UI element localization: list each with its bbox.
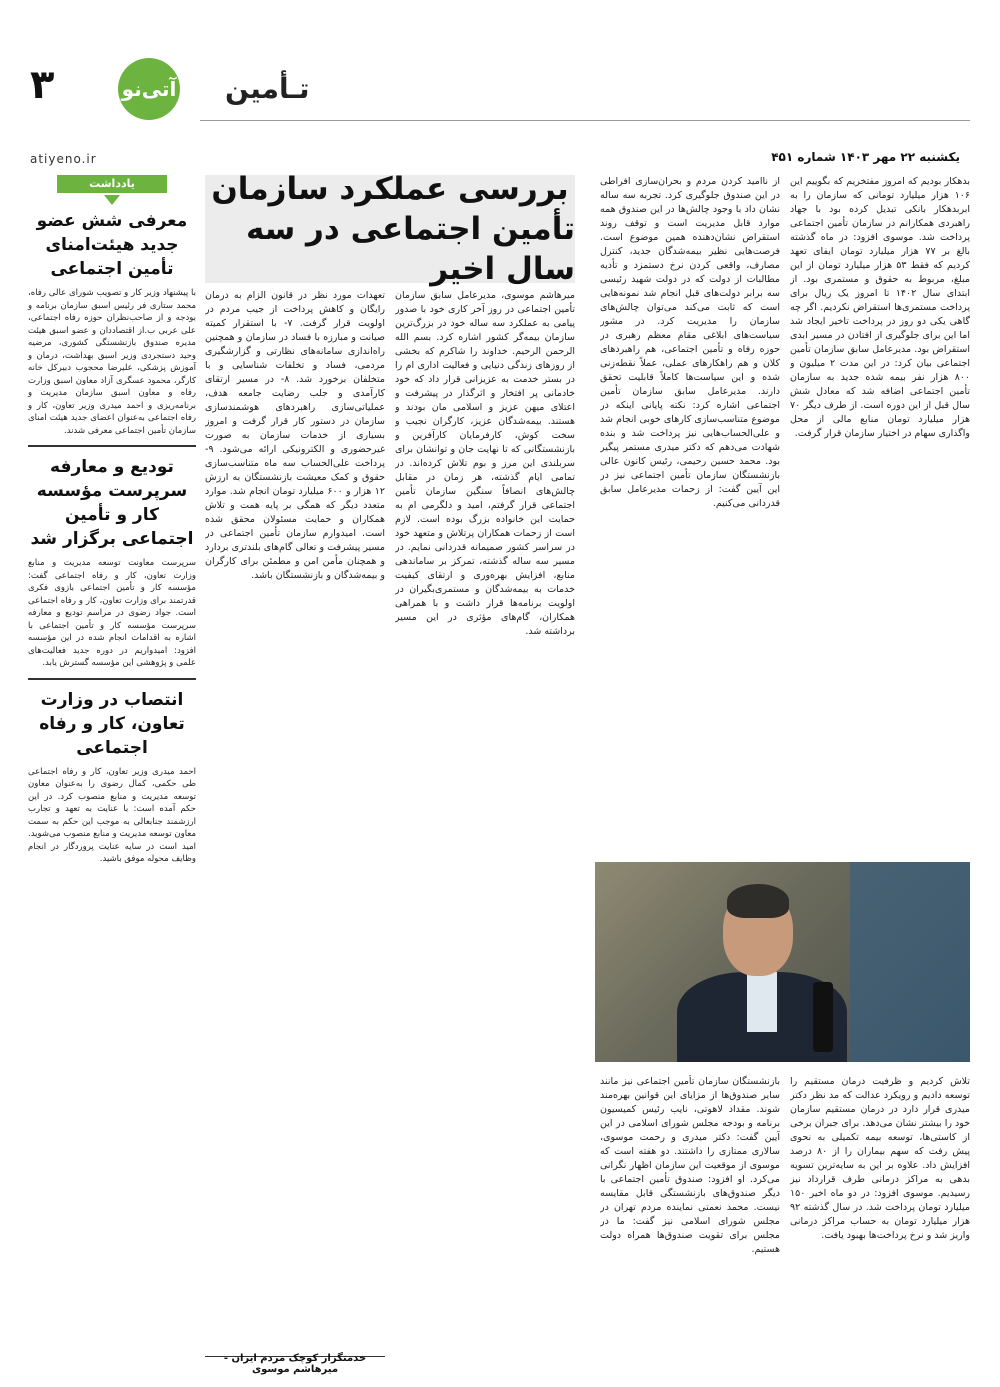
site-url[interactable]: atiyeno.ir bbox=[30, 152, 97, 166]
logo-text: آتی‌نو bbox=[121, 77, 177, 101]
arrow-down-icon bbox=[104, 195, 120, 205]
headline-box bbox=[205, 171, 575, 287]
article-column-right-lower: تلاش کردیم و ظرفیت درمان مستقیم را توسعه دادیم و رویکرد عدالت که مد نظر دکتر میدری قرار دارد در درمان مستقیم سازمان خود را بیشتر نشان می‌دهد. برای جبران برخی از کاستی‌ها، توسعه بیمه تکمیلی به نحوی پیش رفت که سهم بیماران را از ۸۰ درصد افزایش داد. علاوه بر این به سایه‌ترین تسویه بدهی به مراکز درمانی طرف قرارداد نیز رسیدیم. موسوی افزود: در دو ماه اخیر ۱۵۰ میلیارد تومان پرداخت شد. در سال گذشته ۹۲ هزار میلیارد تومان به حساب مراکز درمانی واریز شد و نرخ پرداخت‌ها بهبود یافت. bbox=[790, 1076, 970, 1241]
newspaper-logo bbox=[118, 58, 180, 120]
sidebar-story-title: تودیع و معارفه سرپرست مؤسسه کار و تأمین اجتماعی برگزار شد bbox=[30, 457, 194, 549]
headline-line-2: تأمین اجتماعی در سه سال اخیر bbox=[245, 211, 575, 287]
article-column-center-lower: بازنشستگان سازمان تأمین اجتماعی نیز مانند سایر صندوق‌ها از مزایای این قوانین بهره‌مند شوند. مقداد لاهوتی، نایب رئیس کمیسیون برنامه و بودجه مجلس شورای اسلامی در این آیین گفت: دکتر میدری و رحمت موسوی، سالاری ممتازی را داشتند. دو هفته است که موسوی از موقعیت این سازمان اظهار نگرانی می‌کرد. او افزود: صندوق تأمین اجتماعی با دیگر صندوق‌های بازنشستگی قابل مقایسه نیست. محمد نعمتی نماینده مردم تهران در مجلس شورای اسلامی نیز گفت: ما در مجلس برای تقویت صندوق‌ها همراه دولت هستیم. bbox=[600, 1076, 780, 1255]
sidebar-story-title: انتصاب در وزارت تعاون، کار و رفاه اجتماعی bbox=[39, 689, 185, 758]
page-number: ۳ bbox=[30, 62, 55, 108]
issue-date: یکشنبه ۲۲ مهر ۱۴۰۳ شماره ۴۵۱ bbox=[771, 150, 960, 164]
sidebar bbox=[28, 175, 196, 1375]
sidebar-story-body: سرپرست معاونت توسعه مدیریت و منابع وزارت تعاون، کار و رفاه اجتماعی گفت: مؤسسه کار و تأمین اجتماعی بازوی فکری قدرتمند برای وزارت تعاون، کار و رفاه اجتماعی است. جواد رضوی در مراسم تودیع و معارفه سرپرست مؤسسه کار و تأمین اجتماعی با اشاره به اقدامات انجام شده در این مؤسسه افزود: امیدواریم در دوره جدید فعالیت‌های علمی و پژوهشی این مؤسسه گسترش یابد. bbox=[28, 558, 196, 668]
speaker-photo bbox=[595, 862, 970, 1062]
feature-columns bbox=[205, 289, 575, 1329]
article-column-center: از ناامید کردن مردم و بحران‌سازی افراطی در این صندوق جلوگیری کرد. تجربه سه ساله نشان داد با وجود چالش‌ها در این صندوق همه موارد قابل مدیریت است و توقف روند استقراض نشان‌دهنده همین موضوع است. فرصت‌هایی نظیر بیمه‌شدگان جدید، کنترل مصارف، واقعی کردن نرخ دستمزد و تأدیه مطالبات از دولت که در دولت شهید رئیسی سه برابر دولت‌های قبل انجام شد نمونه‌هایی است که ثابت می‌کند می‌توان چالش‌های سازمان را مدیریت کرد. در مشور سیاست‌های ابلاغی مقام معظم رهبری در حوزه رفاه و تأمین اجتماعی، هم راهبردهای کلان و هم راهکارهای عملی، عملاً نقطه‌زنی شده و این سیاست‌ها کاملاً قابلیت تحقق دارند. مدیرعامل سابق سازمان تأمین اجتماعی اشاره کرد: نکته پایانی اینکه در موضوع متناسب‌سازی کارهای خوبی انجام شد و علی‌الحساب‌هایی نیز پرداخت شد و بنده شهادت می‌دهم که دکتر میدری مستمر پیگیر بود. محمد حسین رحیمی، رئیس کانون عالی بازنشستگان سازمان تأمین اجتماعی نیز در این آیین گفت: از زحمات مدیرعامل سابق قدردانی می‌کنیم. bbox=[600, 176, 780, 509]
divider bbox=[28, 445, 196, 447]
headline-line-1: بررسی عملکرد سازمان bbox=[211, 171, 569, 207]
sidebar-story-title: معرفی شش عضو جدید هیئت‌امنای تأمین اجتماعی bbox=[36, 211, 188, 279]
feature-column-2: تعهدات مورد نظر در قانون الزام به درمان رایگان و کاهش پرداخت از جیب مردم در اولویت قرار گرفت. ۷- با استقرار کمیته صیانت و مبارزه با فساد در سازمان و همچنین راه‌اندازی سامانه‌های نظارتی و گزارشگیری مردمی، فساد و تخلفات شناسایی و با متخلفان برخورد شد. ۸- در مسیر ارتقای کارآمدی و جلب رضایت جامعه هدف، عملیاتی‌سازی راهبردهای هوشمندسازی سازمان در دستور کار قرار گرفت و امروز بسیاری از خدمات سازمان به صورت غیرحضوری و الکترونیکی ارائه می‌شود. ۹- پرداخت علی‌الحساب سه ماه متناسب‌سازی حقوق و کمک معیشت بازنشستگان به ارزش ۱۲ هزار و ۶۰۰ میلیارد تومان انجام شد. موارد متعدد دیگر که همگی بر پایه همت و تلاش همکاران و حمایت مسئولان محقق شده است. امیدوارم سازمان تأمین اجتماعی در مسیر پیشرفت و تعالی گام‌های بلندتری بردارد و همچنان مأمن امن و مطمئن برای کارگران و بیمه‌شدگان و بازنشستگان باشد. bbox=[205, 290, 385, 581]
byline: خدمتگزار کوچک مردم ایران - میرهاشم موسوی bbox=[223, 1353, 367, 1375]
masthead bbox=[0, 0, 1000, 175]
feature-column-1: میرهاشم موسوی، مدیرعامل سابق سازمان تأمین اجتماعی در روز آخر کاری خود با صدور پیامی به عملکرد سه ساله خود در بزرگ‌ترین سازمان بیمه‌گر کشور اشاره کرد. بسم الله الرحمن الرحیم. خداوند را شاکرم که بخشی از روزهای زندگی دنیایی و فعالیت اداری ام را در بستر خدمت به عزیزانی قرار داد که خود خادمانی پر افتخار و اثرگذار در پیشرفت و اعتلای میهن عزیز و اسلامی مان بودند و هستند. بیمه‌شدگان عزیز، کارگران نجیب و سخت کوش، کارفرمایان کارآفرین و بازنشستگانی که تا نهایت جان و توانشان برای سربلندی این مرز و بوم تلاش کرده‌اند. در تمامی ایام گذشته، هر زمان در مقابل چالش‌های انصافاً سنگین سازمان تأمین اجتماعی قرار گرفتم، امید و دلگرمی ام به حمایت این خانواده بزرگ بوده است. لازم است از زحمات همکاران پرتلاش و متعهد خود در سراسر کشور صمیمانه قدردانی نمایم. در مسیر سه ساله گذشته، تمرکز بر ساماندهی منابع، افزایش بهره‌وری و ارتقای کیفیت خدمات به بیمه‌شدگان و مستمری‌بگیران در اولویت برنامه‌ها قرار داشت و با همراهی همکاران، گام‌های مؤثری در این مسیر برداشته شد. bbox=[395, 290, 575, 637]
feature-article bbox=[205, 171, 575, 1375]
microphone-icon bbox=[813, 982, 833, 1052]
section-title: تـأمین bbox=[225, 72, 310, 105]
note-label: یادداشت bbox=[57, 175, 167, 193]
sidebar-story-body: با پیشنهاد وزیر کار و تصویب شورای عالی رفاه، محمد ستاری فر رئیس اسبق سازمان برنامه و بودجه و از صاحب‌نظران حوزه رفاه اجتماعی، علی عربی ب.از اقتصاددان و عضو اسبق هیئت مدیره صندوق بازنشستگی کشوری، مرضیه وحید دستجردی وزیر اسبق بهداشت، درمان و آموزش پزشکی، علیرضا محجوب دبیرکل خانه کارگر، محمود عسگری آزاد معاون اسبق وزارت رفاه و معاون اسبق سازمان مدیریت و برنامه‌ریزی و احمد میدری وزیر تعاون، کار و رفاه اجتماعی به‌عنوان اعضای جدید هیئت امنای سازمان تأمین اجتماعی معرفی شدند. bbox=[28, 288, 196, 436]
sidebar-story-body: احمد میدری وزیر تعاون، کار و رفاه اجتماعی طی حکمی، کمال رضوی را به‌عنوان معاون توسعه مدیریت و منابع منصوب کرد. در این حکم آمده است: با عنایت به تعهد و تجارب ارزشمند جنابعالی به موجب این حکم به سمت معاون توسعه مدیریت و منابع منصوب می‌شوید. امید است در سایه عنایت پروردگار در انجام وظایف محوله موفق باشید. bbox=[28, 766, 196, 864]
header-divider bbox=[200, 120, 970, 121]
article-column-right: بدهکار بودیم که امروز مفتخریم که بگوییم این ۱۰۶ هزار میلیارد تومانی که سازمان را به ابربدهکار بانکی تبدیل کرده بود با جهاد راهبردی همکارانم در سازمان تأمین اجتماعی پرداخت شد. موسوی افزود: در ماه گذشته بالغ بر ۷۷ هزار میلیارد تومان ایفای تعهد کردیم که فقط ۵۳ هزار میلیارد تومان از این مبلغ، مربوط به حقوق و مستمری بود. از ابتدای سال ۱۴۰۲ تا امروز یک ریال برای پرداخت مستمری‌ها استقراض نکردیم. اگر چه گاهی یکی دو روز در پرداخت تاخیر ایجاد شد اما این برای جلوگیری از افتادن در مسیر ابدی استقراض بود. مدیرعامل سابق سازمان تأمین اجتماعی بیان کرد: در این مدت ۲ میلیون و ۸۰۰ هزار نفر بیمه شده جدید به سازمان تأمین اجتماعی اضافه شد که معادل شش سال قبل از این دوره است. از طرف دیگر ۷۰ هزار میلیارد تومان منابع مالی از محل واگذاری سهام در اختیار سازمان قرار گرفت. bbox=[790, 176, 970, 439]
divider bbox=[28, 678, 196, 680]
